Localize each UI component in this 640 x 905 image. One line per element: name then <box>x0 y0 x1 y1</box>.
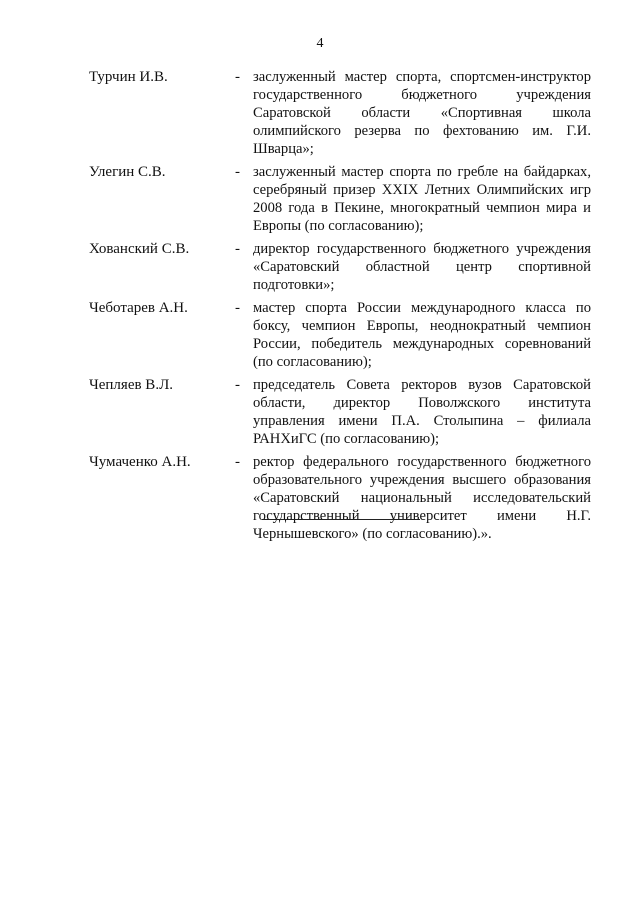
separator-dash: - <box>235 164 240 180</box>
separator-dash: - <box>235 241 240 257</box>
list-item <box>89 376 591 448</box>
separator-dash: - <box>235 69 240 85</box>
member-name: Турчин И.В. <box>89 69 168 85</box>
member-name: Улегин С.В. <box>89 164 166 180</box>
separator-dash: - <box>235 377 240 393</box>
member-name: Чепляев В.Л. <box>89 377 173 393</box>
member-name: Чеботарев А.Н. <box>89 300 188 316</box>
list-item <box>89 163 591 235</box>
separator-dash: - <box>235 454 240 470</box>
separator-dash: - <box>235 300 240 316</box>
list-item <box>89 68 591 158</box>
member-description: директор государственного бюджетного учреждения «Саратовский областной центр спортивной подготовки»; <box>253 241 591 293</box>
members-list <box>89 68 591 548</box>
member-name: Чумаченко А.Н. <box>89 454 191 470</box>
member-description: мастер спорта России международного класса по боксу, чемпион Европы, неоднократный чемпион России, победитель международных соревнований (по согласованию); <box>253 300 591 370</box>
member-description: заслуженный мастер спорта, спортсмен-инструктор государственного бюджетного учреждения Саратовской области «Спортивная школа олимпийского резерва по фехтованию им. Г.И. Шварца»; <box>253 69 591 157</box>
list-item <box>89 299 591 371</box>
member-description: ректор федерального государственного бюджетного образовательного учреждения высшего образования «Саратовский национальный исследовательский государственный университет имени Н.Г. Чернышевского» (по согласованию).». <box>253 454 591 542</box>
member-description: заслуженный мастер спорта по гребле на байдарках, серебряный призер XXIX Летних Олимпийских игр 2008 года в Пекине, многократный чемпион мира и Европы (по согласованию); <box>253 164 591 234</box>
list-item <box>89 453 591 543</box>
end-divider <box>262 519 420 520</box>
list-item <box>89 240 591 294</box>
member-description: председатель Совета ректоров вузов Саратовской области, директор Поволжского института управления имени П.А. Столыпина – филиала РАНХиГС (по согласованию); <box>253 377 591 447</box>
member-name: Хованский С.В. <box>89 241 190 257</box>
page-number: 4 <box>316 36 324 51</box>
